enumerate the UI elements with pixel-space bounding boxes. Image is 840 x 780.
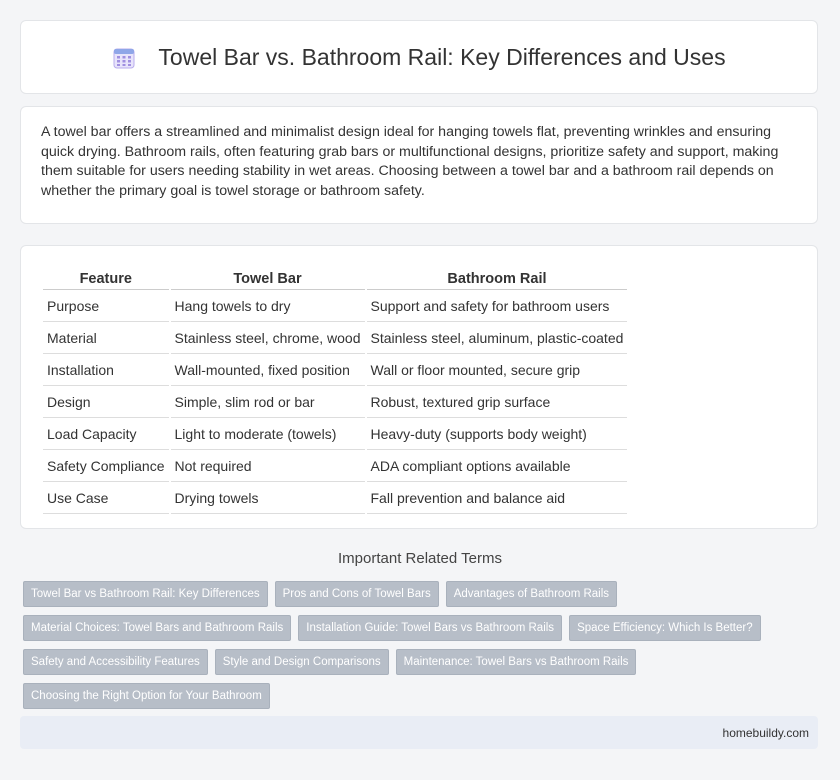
comparison-card [20,245,818,529]
table-row [43,292,627,322]
table-cell: Robust, textured grip surface [367,388,628,418]
table-cell: Use Case [43,484,169,514]
related-term-tag[interactable]: Choosing the Right Option for Your Bathroom [23,683,270,709]
related-term-tag[interactable]: Space Efficiency: Which Is Better? [569,615,761,641]
column-header: Feature [43,269,169,290]
page-title: Towel Bar vs. Bathroom Rail: Key Differences and Uses [158,43,726,70]
intro-card [20,106,818,224]
related-term-tag[interactable]: Advantages of Bathroom Rails [446,581,617,607]
related-term-tag[interactable]: Installation Guide: Towel Bars vs Bathroom Rails [298,615,562,641]
table-cell: Hang towels to dry [171,292,365,322]
table-cell: Light to moderate (towels) [171,420,365,450]
table-cell: Wall or floor mounted, secure grip [367,356,628,386]
related-term-tag[interactable]: Towel Bar vs Bathroom Rail: Key Differences [23,581,268,607]
table-header-row [43,269,627,290]
related-term-tag[interactable]: Pros and Cons of Towel Bars [275,581,439,607]
intro-text: A towel bar offers a streamlined and minimalist design ideal for hanging towels flat, preventing wrinkles and ensuring quick drying. Bathroom rails, often featuring grab bars or multifunctional designs, prioritize safety and support, making them suitable for users needing stability in wet areas. Choosing between a towel bar and a bathroom rail depends on whether the primary goal is towel storage or bathroom safety. [41,124,779,199]
table-row [43,324,627,354]
related-term-tag[interactable]: Material Choices: Towel Bars and Bathroom Rails [23,615,291,641]
table-cell: Support and safety for bathroom users [367,292,628,322]
related-terms-list [23,581,813,709]
table-row [43,452,627,482]
column-header: Bathroom Rail [367,269,628,290]
table-row [43,484,627,514]
table-cell: Safety Compliance [43,452,169,482]
related-term-tag[interactable]: Style and Design Comparisons [215,649,389,675]
table-cell: Material [43,324,169,354]
table-cell: Purpose [43,292,169,322]
table-cell: Design [43,388,169,418]
table-cell: Simple, slim rod or bar [171,388,365,418]
table-cell: Load Capacity [43,420,169,450]
title-card [20,20,818,94]
related-term-tag[interactable]: Safety and Accessibility Features [23,649,208,675]
table-cell: Wall-mounted, fixed position [171,356,365,386]
footer-site[interactable]: homebuildy.com [722,725,809,740]
column-header: Towel Bar [171,269,365,290]
table-cell: Drying towels [171,484,365,514]
table-row [43,388,627,418]
table-cell: Heavy-duty (supports body weight) [367,420,628,450]
table-cell: Stainless steel, chrome, wood [171,324,365,354]
table-cell: Fall prevention and balance aid [367,484,628,514]
comparison-table [41,267,629,516]
table-row [43,356,627,386]
table-row [43,420,627,450]
related-terms-title: Important Related Terms [338,550,502,567]
table-cell: ADA compliant options available [367,452,628,482]
table-cell: Not required [171,452,365,482]
footer [20,716,818,749]
calendar-icon [112,46,136,70]
table-cell: Stainless steel, aluminum, plastic-coated [367,324,628,354]
related-term-tag[interactable]: Maintenance: Towel Bars vs Bathroom Rails [396,649,637,675]
table-cell: Installation [43,356,169,386]
